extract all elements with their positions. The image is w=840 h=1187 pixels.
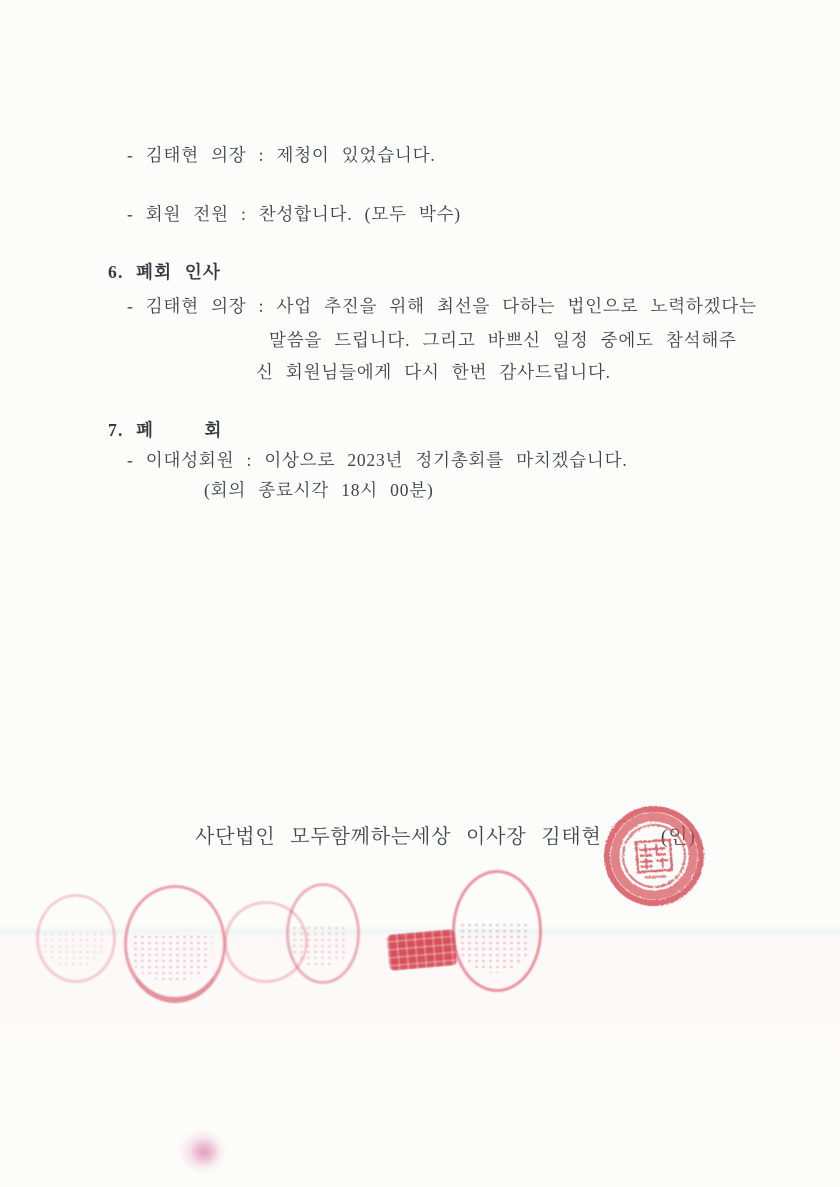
section-7-line-1: - 이대성회원 : 이상으로 2023년 정기총회를 마치겠습니다. — [127, 450, 628, 470]
ink-smudge — [190, 1138, 220, 1166]
section-6-line-1: - 김태현 의장 : 사업 추진을 위해 최선을 다하는 법인으로 노력하겠다는 — [127, 296, 757, 316]
section-6-heading: 6. 폐회 인사 — [108, 262, 222, 282]
bleed-stamp-mark — [36, 928, 110, 978]
section-7-line-2: (회의 종료시각 18시 00분) — [204, 480, 434, 500]
signature-line: 사단법인 모두함께하는세상 이사장 김태현 (인) — [195, 826, 696, 848]
section-7-heading: 7. 폐 회 — [108, 420, 223, 440]
bleed-stamp-mark — [286, 922, 354, 980]
remark-members-approve: - 회원 전원 : 찬성합니다. (모두 박수) — [127, 204, 461, 224]
corporate-seal-icon — [597, 799, 710, 912]
section-6-line-2: 말씀을 드립니다. 그리고 바쁘신 일정 중에도 참석해주 — [269, 330, 737, 350]
bleed-stamp-mark — [124, 930, 220, 996]
section-6-line-3: 신 회원님들에게 다시 한번 감사드립니다. — [256, 362, 611, 382]
bleed-stamp-rect-mark — [387, 929, 458, 971]
remark-chairman-second: - 김태현 의장 : 제청이 있었습니다. — [127, 145, 436, 165]
bleed-stamp-mark — [452, 918, 536, 988]
